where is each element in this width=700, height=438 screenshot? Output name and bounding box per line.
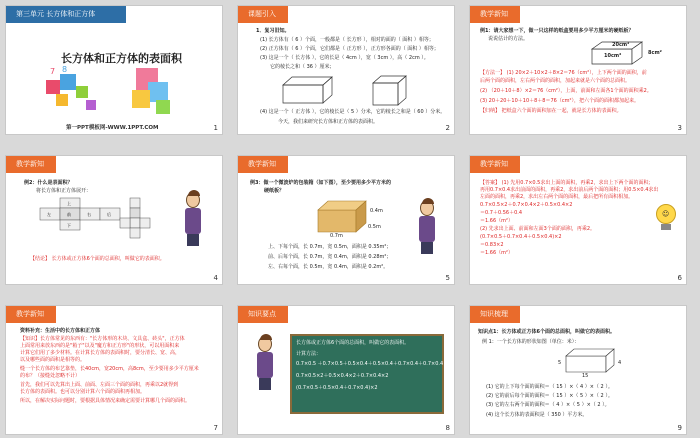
dim-length: 0.7m xyxy=(330,233,343,239)
slide-number: 6 xyxy=(677,274,682,282)
section-tag: 教学新知 xyxy=(470,156,520,173)
review-line-5: (4) 这是一个（ 正方体 ），它的棱长是（ 5 ）分米，它的棱长之和是（ 60 ）分米。 xyxy=(260,109,446,115)
slide-thumbnail-6[interactable] xyxy=(469,155,687,285)
face-area-line-3: 左、右每个面，长 0.5m，宽 0.4m，面积是 0.2m²。 xyxy=(268,264,389,270)
slide-number: 5 xyxy=(445,274,450,282)
dim-width: 0.5m xyxy=(368,224,381,230)
slide-number: 3 xyxy=(677,124,682,132)
review-line-6: 今天，我们来研究长方体和正方体的表面积。 xyxy=(278,119,379,125)
method-line-2: 后两个面的面积，左右两个面的面积，加起来就是六个面的总面积。 xyxy=(480,78,631,84)
example-title: 例1：请大家想一下，做一只这样的纸盒要用多少平方厘米的硬纸板？ xyxy=(480,28,634,34)
lightbulb-base xyxy=(661,224,671,230)
net-label-back: 后 xyxy=(107,212,111,217)
method-line-1: 【方法一】 (1) 20×2＋10×2＋8×2＝76（cm²），上下两个面的面积，前 xyxy=(480,70,647,76)
method-line-4: (3) 20＋20＋10＋10＋8＋8＝76（cm²），把六个面的面积都加起来。 xyxy=(480,98,639,104)
answer-line-3: 左面的面积，再乘2，求出左右两个面的面积，最后把所有面积相加。 xyxy=(480,194,634,200)
slide-thumbnail-5[interactable] xyxy=(237,155,455,285)
dim-width: 4 xyxy=(618,360,622,366)
supplement-line-6: 的布？（接缝处忽略不计） xyxy=(20,373,81,379)
dim-height: 5 xyxy=(558,360,562,366)
conclusion-line: 【归纳】 把纸盒六个面的面积加在一起，就是长方体的表面积。 xyxy=(480,108,622,114)
example-sub: 说说估计的方法。 xyxy=(488,36,529,42)
board-line-5: (0.7×0.5＋0.5×0.4＋0.7×0.4)×2 xyxy=(296,385,378,391)
knowledge-point: 知识点1：长方体或正方体6个面的总面积，叫做它的表面积。 xyxy=(478,329,615,335)
question-line-1: (1) 它的上下每个面的面积＝（ 15 ）×（ 4 ）×（ 2 ）。 xyxy=(486,384,613,390)
board-line-3: 0.7×0.5 ＋0.7×0.5＋0.5×0.4＋0.5×0.4＋0.7×0.4＋0.7×0.4 xyxy=(296,361,444,367)
answer-line-7: (2) 先求出上面、前面和左面3个面的面积，再乘2。 xyxy=(480,226,596,232)
footer-url: 第一PPT模板网-WWW.1PPT.COM xyxy=(66,125,159,131)
answer-line-2: 再用0.7×0.4求出前面的面积，再乘2，求出前后两个面的面积；用0.5×0.4求出 xyxy=(480,187,659,193)
supplement-line-7: 首先，我们可以先算出上面、前面、左面三个面的面积，再乘以2就得到 xyxy=(20,382,179,388)
example-intro: 例 1：一个长方体的形状如图（单位：米）： xyxy=(482,339,580,345)
unfolded-nets-figure xyxy=(36,196,156,254)
slide-number: 4 xyxy=(213,274,218,282)
slide-thumbnail-4[interactable] xyxy=(5,155,223,285)
box-label-front: 10cm² xyxy=(604,53,622,59)
answer-line-9: ＝0.83×2 xyxy=(480,242,504,248)
lightbulb-illustration: ☺ xyxy=(656,204,676,224)
example3-sub: 硬纸板？ xyxy=(264,188,285,194)
supplement-line-5: 缝一个长方体的布艺靠垫，长40cm，宽20cm，高8cm，至少要用多少平方厘米 xyxy=(20,366,199,372)
dim-height: 0.4m xyxy=(370,208,383,214)
cuboid-figure xyxy=(562,346,622,376)
teacher-illustration xyxy=(416,200,438,254)
slide-thumbnail-3[interactable] xyxy=(469,5,687,135)
section-tag: 知识要点 xyxy=(238,306,288,323)
answer-line-1: 【答案】 (1) 先用0.7×0.5求出上面的面积，再乘2，求出上下两个面的面积； xyxy=(480,180,654,186)
example2-title: 例2：什么是表面积？ xyxy=(24,180,73,186)
teacher-illustration xyxy=(182,192,204,246)
question-line-2: (2) 它的前后每个面的面积＝（ 15 ）×（ 5 ）×（ 2 ）。 xyxy=(486,393,613,399)
example2-sub: 将长方体和正方体展开： xyxy=(36,188,92,194)
slide-thumbnail-9[interactable] xyxy=(469,305,687,435)
net-label-right: 右 xyxy=(87,212,91,217)
cuboid-figures xyxy=(278,73,428,107)
teacher-illustration xyxy=(254,336,276,390)
slide-number: 9 xyxy=(677,424,682,432)
unit-tag: 第三单元 长方体和正方体 xyxy=(6,6,126,23)
net-label-bottom: 下 xyxy=(67,223,71,228)
supplement-line-3: 计算它们用了多少材料。在计算长方体的表面积时，要分清长、宽、高， xyxy=(20,350,181,356)
supplement-line-2: 上面常用来放东西的是"箱子"以及"魔方和正方形"的形状，可以用面积来 xyxy=(20,343,180,349)
section-tag: 教学新知 xyxy=(470,6,520,23)
section-tag: 教学新知 xyxy=(6,306,56,323)
slide-title: 长方体和正方体的表面积 xyxy=(61,52,182,65)
conclusion-note: 【结论】 长方体或正方体6个面的总面积，叫做它的表面积。 xyxy=(30,256,165,262)
slide-thumbnail-7[interactable] xyxy=(5,305,223,435)
section-tag: 知识梳理 xyxy=(470,306,520,323)
board-line-1: 长方体或正方体6个面的总面积，叫做它的表面积。 xyxy=(296,340,410,346)
slide-thumbnail-1[interactable] xyxy=(5,5,223,135)
answer-line-4: 0.7×0.5×2＋0.7×0.4×2＋0.5×0.4×2 xyxy=(480,202,573,208)
net-label-top: 上 xyxy=(67,201,71,206)
slide-thumbnail-8[interactable] xyxy=(237,305,455,435)
slide-number: 2 xyxy=(445,124,450,132)
section-tag: 教学新知 xyxy=(238,156,288,173)
cubes-illustration xyxy=(36,64,186,120)
answer-line-10: ＝1.66（m²） xyxy=(480,250,514,256)
review-line-2: (2) 正方体有（ 6 ）个面，它们都是（ 正方形 ），正方形各面的（ 面积 ）相等； xyxy=(260,46,439,52)
slide-number: 7 xyxy=(213,424,218,432)
answer-line-6: ＝1.66（m²） xyxy=(480,218,514,224)
slide-thumbnail-2[interactable] xyxy=(237,5,455,135)
section-tag: 教学新知 xyxy=(6,156,56,173)
net-label-left: 左 xyxy=(47,212,51,217)
supplement-line-1: 【知识】长方体常见的东西有："长方体形的木块、文具盒、砖头"，正方体 xyxy=(20,336,185,342)
box-label-top: 20cm² xyxy=(612,42,630,48)
dim-length: 15 xyxy=(582,373,589,379)
review-heading: 1．复习旧知。 xyxy=(256,28,290,34)
slide-number: 8 xyxy=(445,424,450,432)
review-line-1: (1) 长方体有（ 6 ）个面，一般都是（ 长方形 ），相对的面的（ 面积 ）相等； xyxy=(260,37,434,43)
supplement-line-9: 所以，在解决实际问题时，要根据具体情况来确定需要计算哪几个面的面积。 xyxy=(20,398,191,404)
face-area-line-1: 上、下每个面，长 0.7m，宽 0.5m，面积是 0.35m²； xyxy=(268,244,392,250)
face-area-line-2: 前、后每个面，长 0.7m，宽 0.4m，面积是 0.28m²； xyxy=(268,254,392,260)
method-line-3: (2) （20＋10＋8）×2＝76（cm²），上面，前面和左面各1个面的面积乘2。 xyxy=(480,88,652,94)
section-tag: 课题引入 xyxy=(238,6,288,23)
answer-line-8: (0.7×0.5＋0.7×0.4＋0.5×0.4)×2 xyxy=(480,234,562,240)
net-label-front: 前 xyxy=(67,212,71,217)
supplement-line-4: 以及哪些面的面积是相等的。 xyxy=(20,357,86,363)
review-line-3: (3) 这是一个（ 长方体 ），它的长是（ 4cm ），宽（ 3cm ），高（ 2cm ）。 xyxy=(260,55,429,61)
slide-number: 1 xyxy=(213,124,218,132)
supplement-title: 资料补充：生活中的长方体和正方体 xyxy=(20,328,101,334)
supplement-line-8: 长方体的表面积。也可以分别计算六个面的面积再相加。 xyxy=(20,389,146,395)
example3-title: 例3：做一个微波炉的包装箱（如下图），至少要用多少平方米的 xyxy=(250,180,391,186)
question-line-3: (3) 它的左右两个面的面积＝（ 4 ）×（ 5 ）×（ 2 ）。 xyxy=(486,402,610,408)
svg-text:8: 8 xyxy=(62,65,68,74)
review-line-4: 它的棱长之和（ 36 ）厘米； xyxy=(270,64,335,70)
board-line-2: 计算方法： xyxy=(296,351,322,357)
board-line-4: 0.7×0.5×2＋0.5×0.4×2＋0.7×0.4×2 xyxy=(296,373,389,379)
box-label-side: 8cm² xyxy=(648,50,662,56)
svg-text:7: 7 xyxy=(50,67,56,76)
question-line-4: (4) 这个长方体的表面积是（ 350 ）平方米。 xyxy=(486,412,588,418)
answer-line-5: ＝0.7＋0.56＋0.4 xyxy=(480,210,523,216)
